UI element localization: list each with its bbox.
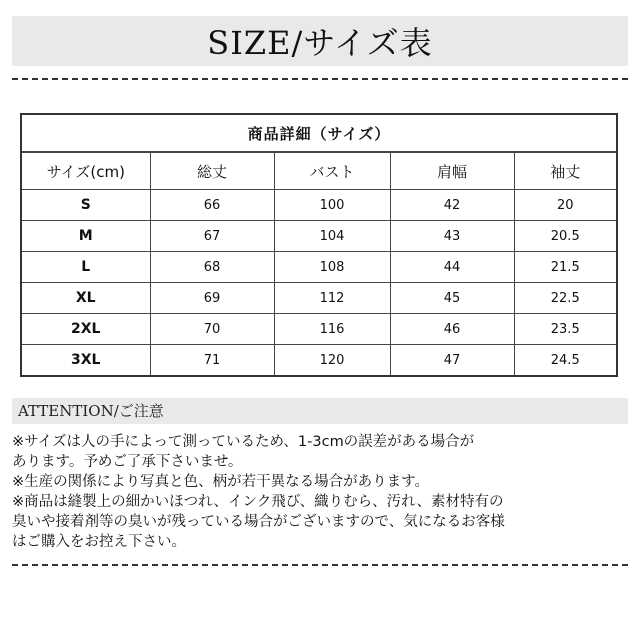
column-header-size: サイズ(cm) bbox=[22, 153, 150, 190]
cell-size: L bbox=[22, 252, 150, 283]
note-line: 臭いや接着剤等の臭いが残っている場合がございますので、気になるお客様 bbox=[12, 514, 505, 530]
cell-length: 69 bbox=[150, 283, 274, 314]
cell-bust: 120 bbox=[274, 345, 390, 376]
cell-sleeve: 21.5 bbox=[514, 252, 616, 283]
size-grid bbox=[22, 152, 616, 375]
cell-sleeve: 20.5 bbox=[514, 221, 616, 252]
cell-bust: 104 bbox=[274, 221, 390, 252]
table-row bbox=[22, 221, 616, 252]
cell-size: S bbox=[22, 190, 150, 221]
column-header-length: 総丈 bbox=[150, 153, 274, 190]
cell-bust: 108 bbox=[274, 252, 390, 283]
cell-sleeve: 22.5 bbox=[514, 283, 616, 314]
cell-sleeve: 23.5 bbox=[514, 314, 616, 345]
cell-bust: 116 bbox=[274, 314, 390, 345]
cell-sleeve: 24.5 bbox=[514, 345, 616, 376]
cell-bust: 100 bbox=[274, 190, 390, 221]
cell-shoulder: 44 bbox=[390, 252, 514, 283]
dashed-divider-bottom bbox=[12, 564, 628, 566]
cell-length: 67 bbox=[150, 221, 274, 252]
cell-bust: 112 bbox=[274, 283, 390, 314]
size-table bbox=[20, 113, 618, 377]
page-title: SIZE/サイズ表 bbox=[207, 24, 433, 62]
table-header-row bbox=[22, 153, 616, 190]
cell-sleeve: 20 bbox=[514, 190, 616, 221]
cell-shoulder: 47 bbox=[390, 345, 514, 376]
attention-bar bbox=[12, 398, 628, 424]
cell-length: 71 bbox=[150, 345, 274, 376]
cell-shoulder: 45 bbox=[390, 283, 514, 314]
table-row bbox=[22, 283, 616, 314]
note-line: あります。予めご了承下さいませ。 bbox=[12, 454, 243, 470]
note-line: はご購入をお控え下さい。 bbox=[12, 534, 186, 550]
cell-shoulder: 42 bbox=[390, 190, 514, 221]
cell-shoulder: 43 bbox=[390, 221, 514, 252]
table-heading: 商品詳細（サイズ） bbox=[22, 115, 616, 152]
cell-length: 66 bbox=[150, 190, 274, 221]
cell-size: M bbox=[22, 221, 150, 252]
table-row bbox=[22, 314, 616, 345]
title-bar bbox=[12, 16, 628, 66]
cell-size: 3XL bbox=[22, 345, 150, 376]
cell-length: 68 bbox=[150, 252, 274, 283]
column-header-shoulder: 肩幅 bbox=[390, 153, 514, 190]
cell-length: 70 bbox=[150, 314, 274, 345]
table-row bbox=[22, 190, 616, 221]
cell-size: XL bbox=[22, 283, 150, 314]
table-row bbox=[22, 252, 616, 283]
cell-size: 2XL bbox=[22, 314, 150, 345]
note-line: ※生産の関係により写真と色、柄が若干異なる場合があります。 bbox=[12, 474, 429, 490]
attention-label: ATTENTION/ご注意 bbox=[18, 402, 164, 420]
table-row bbox=[22, 345, 616, 376]
cell-shoulder: 46 bbox=[390, 314, 514, 345]
note-line: ※商品は縫製上の細かいほつれ、インク飛び、織りむら、汚れ、素材特有の bbox=[12, 494, 504, 510]
column-header-sleeve: 袖丈 bbox=[514, 153, 616, 190]
attention-notes bbox=[12, 432, 628, 552]
dashed-divider-top bbox=[12, 78, 628, 80]
note-line: ※サイズは人の手によって測っているため、1-3cmの誤差がある場合が bbox=[12, 434, 475, 450]
column-header-bust: バスト bbox=[274, 153, 390, 190]
